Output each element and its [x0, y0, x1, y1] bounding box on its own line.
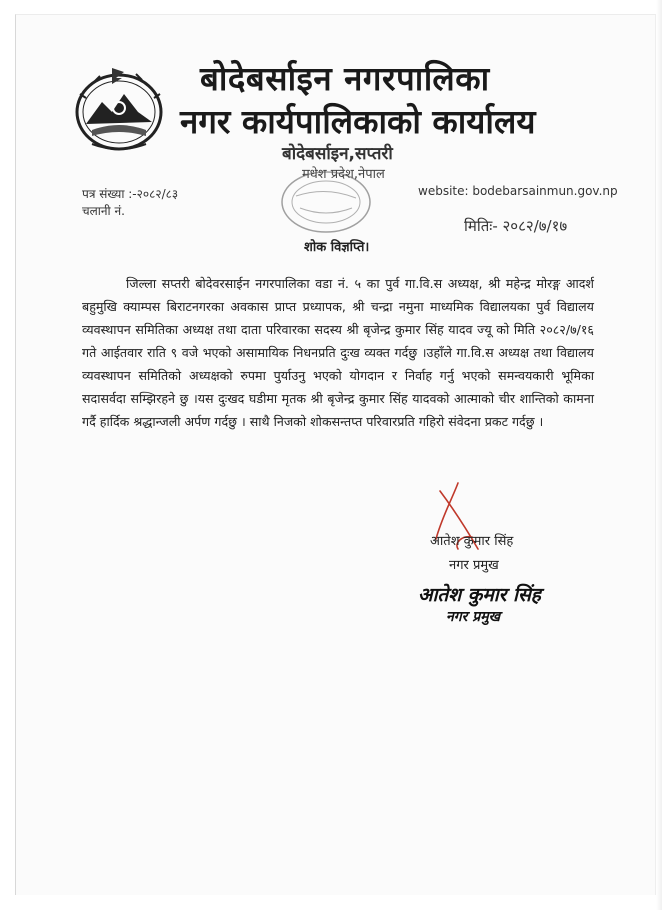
office-seal-stamp: [276, 168, 376, 236]
address-district: बोदेबर्साइन,सप्तरी: [282, 144, 393, 164]
municipality-name: बोदेबर्साइन नगरपालिका: [200, 59, 490, 98]
office-name: नगर कार्यपालिकाको कार्यालय: [180, 102, 536, 141]
page-edge: [656, 0, 662, 910]
letter-subject: शोक विज्ञप्ति।: [304, 240, 370, 255]
municipality-emblem: [72, 64, 166, 152]
dispatch-number: चलानी नं.: [82, 204, 125, 218]
signatory-name: आतेश कुमार सिंह: [430, 534, 514, 549]
name-stamp: आतेश कुमार सिंह: [418, 584, 541, 606]
reference-number: पत्र संख्या :-२०८२/८३: [82, 187, 179, 201]
website-address: website: bodebarsainmun.gov.np: [418, 184, 618, 198]
address-province: मधेश प्रदेश,नेपाल: [302, 167, 385, 182]
letter-body: जिल्ला सप्तरी बोदेवरसाईन नगरपालिका वडा नं. ५ का पुर्व गा.वि.स अध्यक्ष, श्री महेन्द्र मोरङ्ग आदर्श बहुमुखि क्याम्पस बिराटनगरका अवकास प्राप्त प्रध्यापक, श्री चन्द्रा नमुना माध्यमिक विद्यालयका पुर्व विद्यालय व्यवस्थापन समितिका अध्यक्ष तथा दाता परिवारका सदस्य श्री बृजेन्द्र कुमार सिंह यादव ज्यू को मिति २०८२/७/१६ गते आईतवार राति ९ वजे भएको असामायिक निधनप्रति दुःख व्यक्त गर्दछु ।उहाँले गा.वि.स अध्यक्ष तथा विद्यालय व्यवस्थापन समितिको अध्यक्षको रुपमा पुर्याउनु भएको योगदान र निर्वाह गर्नु भएको समन्वयकारी भूमिका सदासर्वदा सम्झिरहने छु ।यस दुःखद घडीमा मृतक श्री बृजेन्द्र कुमार सिंह यादवको आत्माको चीर शान्तिको कामना गर्दै हार्दिक श्रद्धान्जली अर्पण गर्दछु । साथै निजको शोकसन्तप्त परिवारप्रति गहिरो संवेदना प्रकट गर्दछु ।: [82, 276, 594, 429]
letter-date: मितिः- २०८२/७/१७: [464, 217, 568, 235]
signatory-title: नगर प्रमुख: [449, 558, 499, 573]
title-stamp: नगर प्रमुख: [446, 609, 501, 625]
